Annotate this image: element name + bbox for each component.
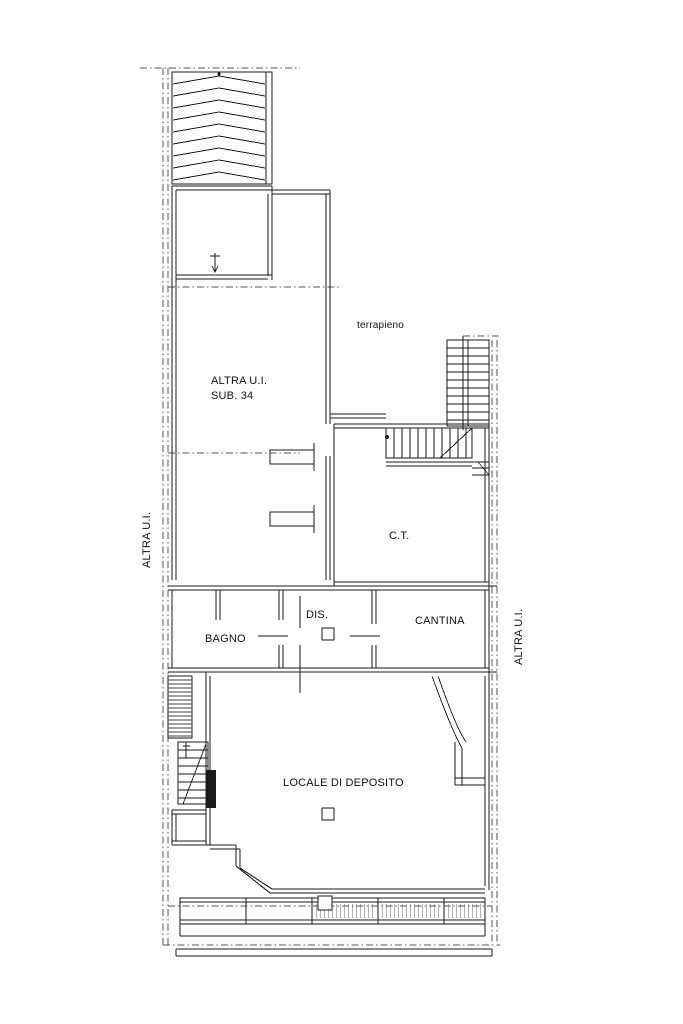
bottom-outline [176,949,492,956]
room-label-dis: DIS. [306,609,329,621]
right-edge-lines [489,586,497,672]
ct-connector [330,414,386,418]
room-label-bagno: BAGNO [205,633,246,645]
room-label-altra-ui-sub34-line1: ALTRA U.I. [211,375,268,387]
floor-fixtures [322,628,334,820]
wall-niches [270,443,314,533]
bottom-left-block [172,810,206,845]
room-label-altra-ui-sub34-line2: SUB. 34 [211,390,254,402]
side-label-altra-ui-right: ALTRA U.I. [513,608,525,665]
room-label-cantina: CANTINA [415,615,465,627]
internal-stair [385,428,489,475]
deposito-arc [432,676,485,785]
plan-geometry [140,68,500,956]
bottom-grating [180,896,485,936]
room-label-ct: C.T. [389,530,410,542]
room-label-terrapieno: terrapieno [357,320,405,331]
side-label-altra-ui-left: ALTRA U.I. [141,511,153,568]
left-hatched-wall [168,676,192,738]
right-exterior-stair [447,336,489,430]
room-label-locale-deposito: LOCALE DI DEPOSITO [283,777,404,789]
upper-unit-partitions [176,190,272,280]
property-boundary [140,68,500,945]
top-stair-block [172,72,272,184]
